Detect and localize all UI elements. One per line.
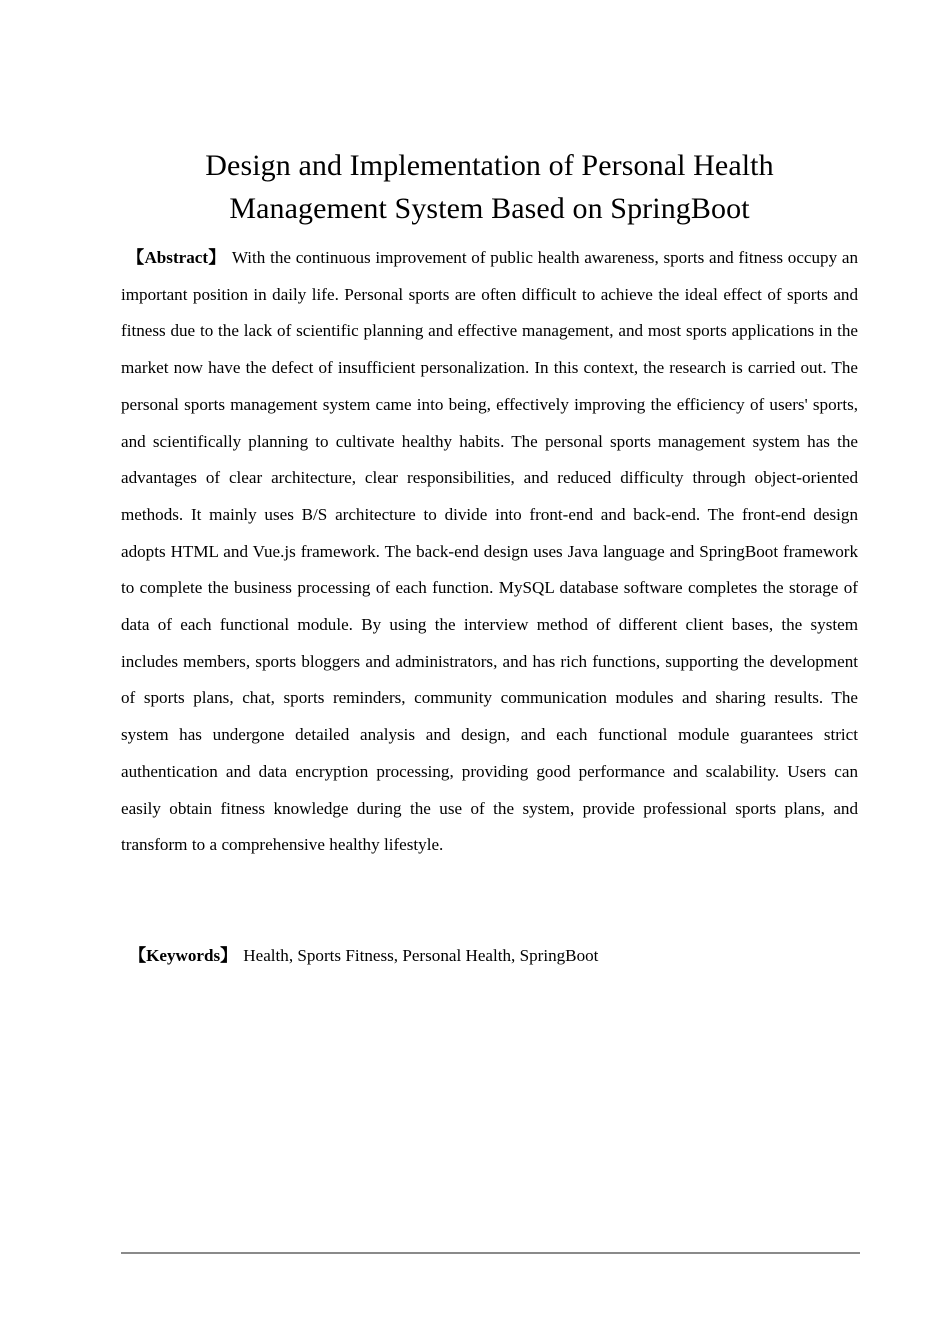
abstract-label: 【Abstract】 — [127, 248, 226, 267]
title-line-2: Management System Based on SpringBoot — [229, 192, 750, 226]
abstract-text: With the continuous improvement of public health awareness, sports and fitness occupy an important position in daily life. Personal sports are often difficult to achieve the ideal effect of sports and fitness due to the lack of scientific planning and effective management, and most sports applications in the market now have the defect of insufficient personalization. In this context, the research is carried out. The personal sports management system came into being, effectively improving the efficiency of users' sports, and scientifically planning to cultivate healthy habits. The personal sports management system has the advantages of clear architecture, clear responsibilities, and reduced difficulty through object-oriented methods. It mainly uses B/S architecture to divide into front-end and back-end. The front-end design adopts HTML and Vue.js framework. The back-end design uses Java language and SpringBoot framework to complete the business processing of each function. MySQL database software completes the storage of data of each functional module. By using the interview method of different client bases, the system includes members, sports bloggers and administrators, and has rich functions, supporting the development of sports plans, chat, sports reminders, community communication modules and sharing results. The system has undergone detailed analysis and design, and each functional module guarantees strict authentication and data encryption processing, providing good performance and scalability. Users can easily obtain fitness knowledge during the use of the system, provide professional sports plans, and transform to a comprehensive healthy lifestyle. — [121, 248, 858, 855]
keywords-label: 【Keywords】 — [129, 946, 238, 965]
abstract-paragraph — [121, 240, 858, 864]
footer-divider — [121, 1252, 860, 1254]
abstract-section — [121, 240, 858, 864]
page-title — [121, 144, 858, 230]
keywords-text: Health, Sports Fitness, Personal Health, SpringBoot — [243, 946, 599, 965]
keywords-section — [121, 938, 858, 975]
title-line-1: Design and Implementation of Personal Health — [205, 149, 774, 183]
keywords-paragraph — [121, 938, 858, 975]
